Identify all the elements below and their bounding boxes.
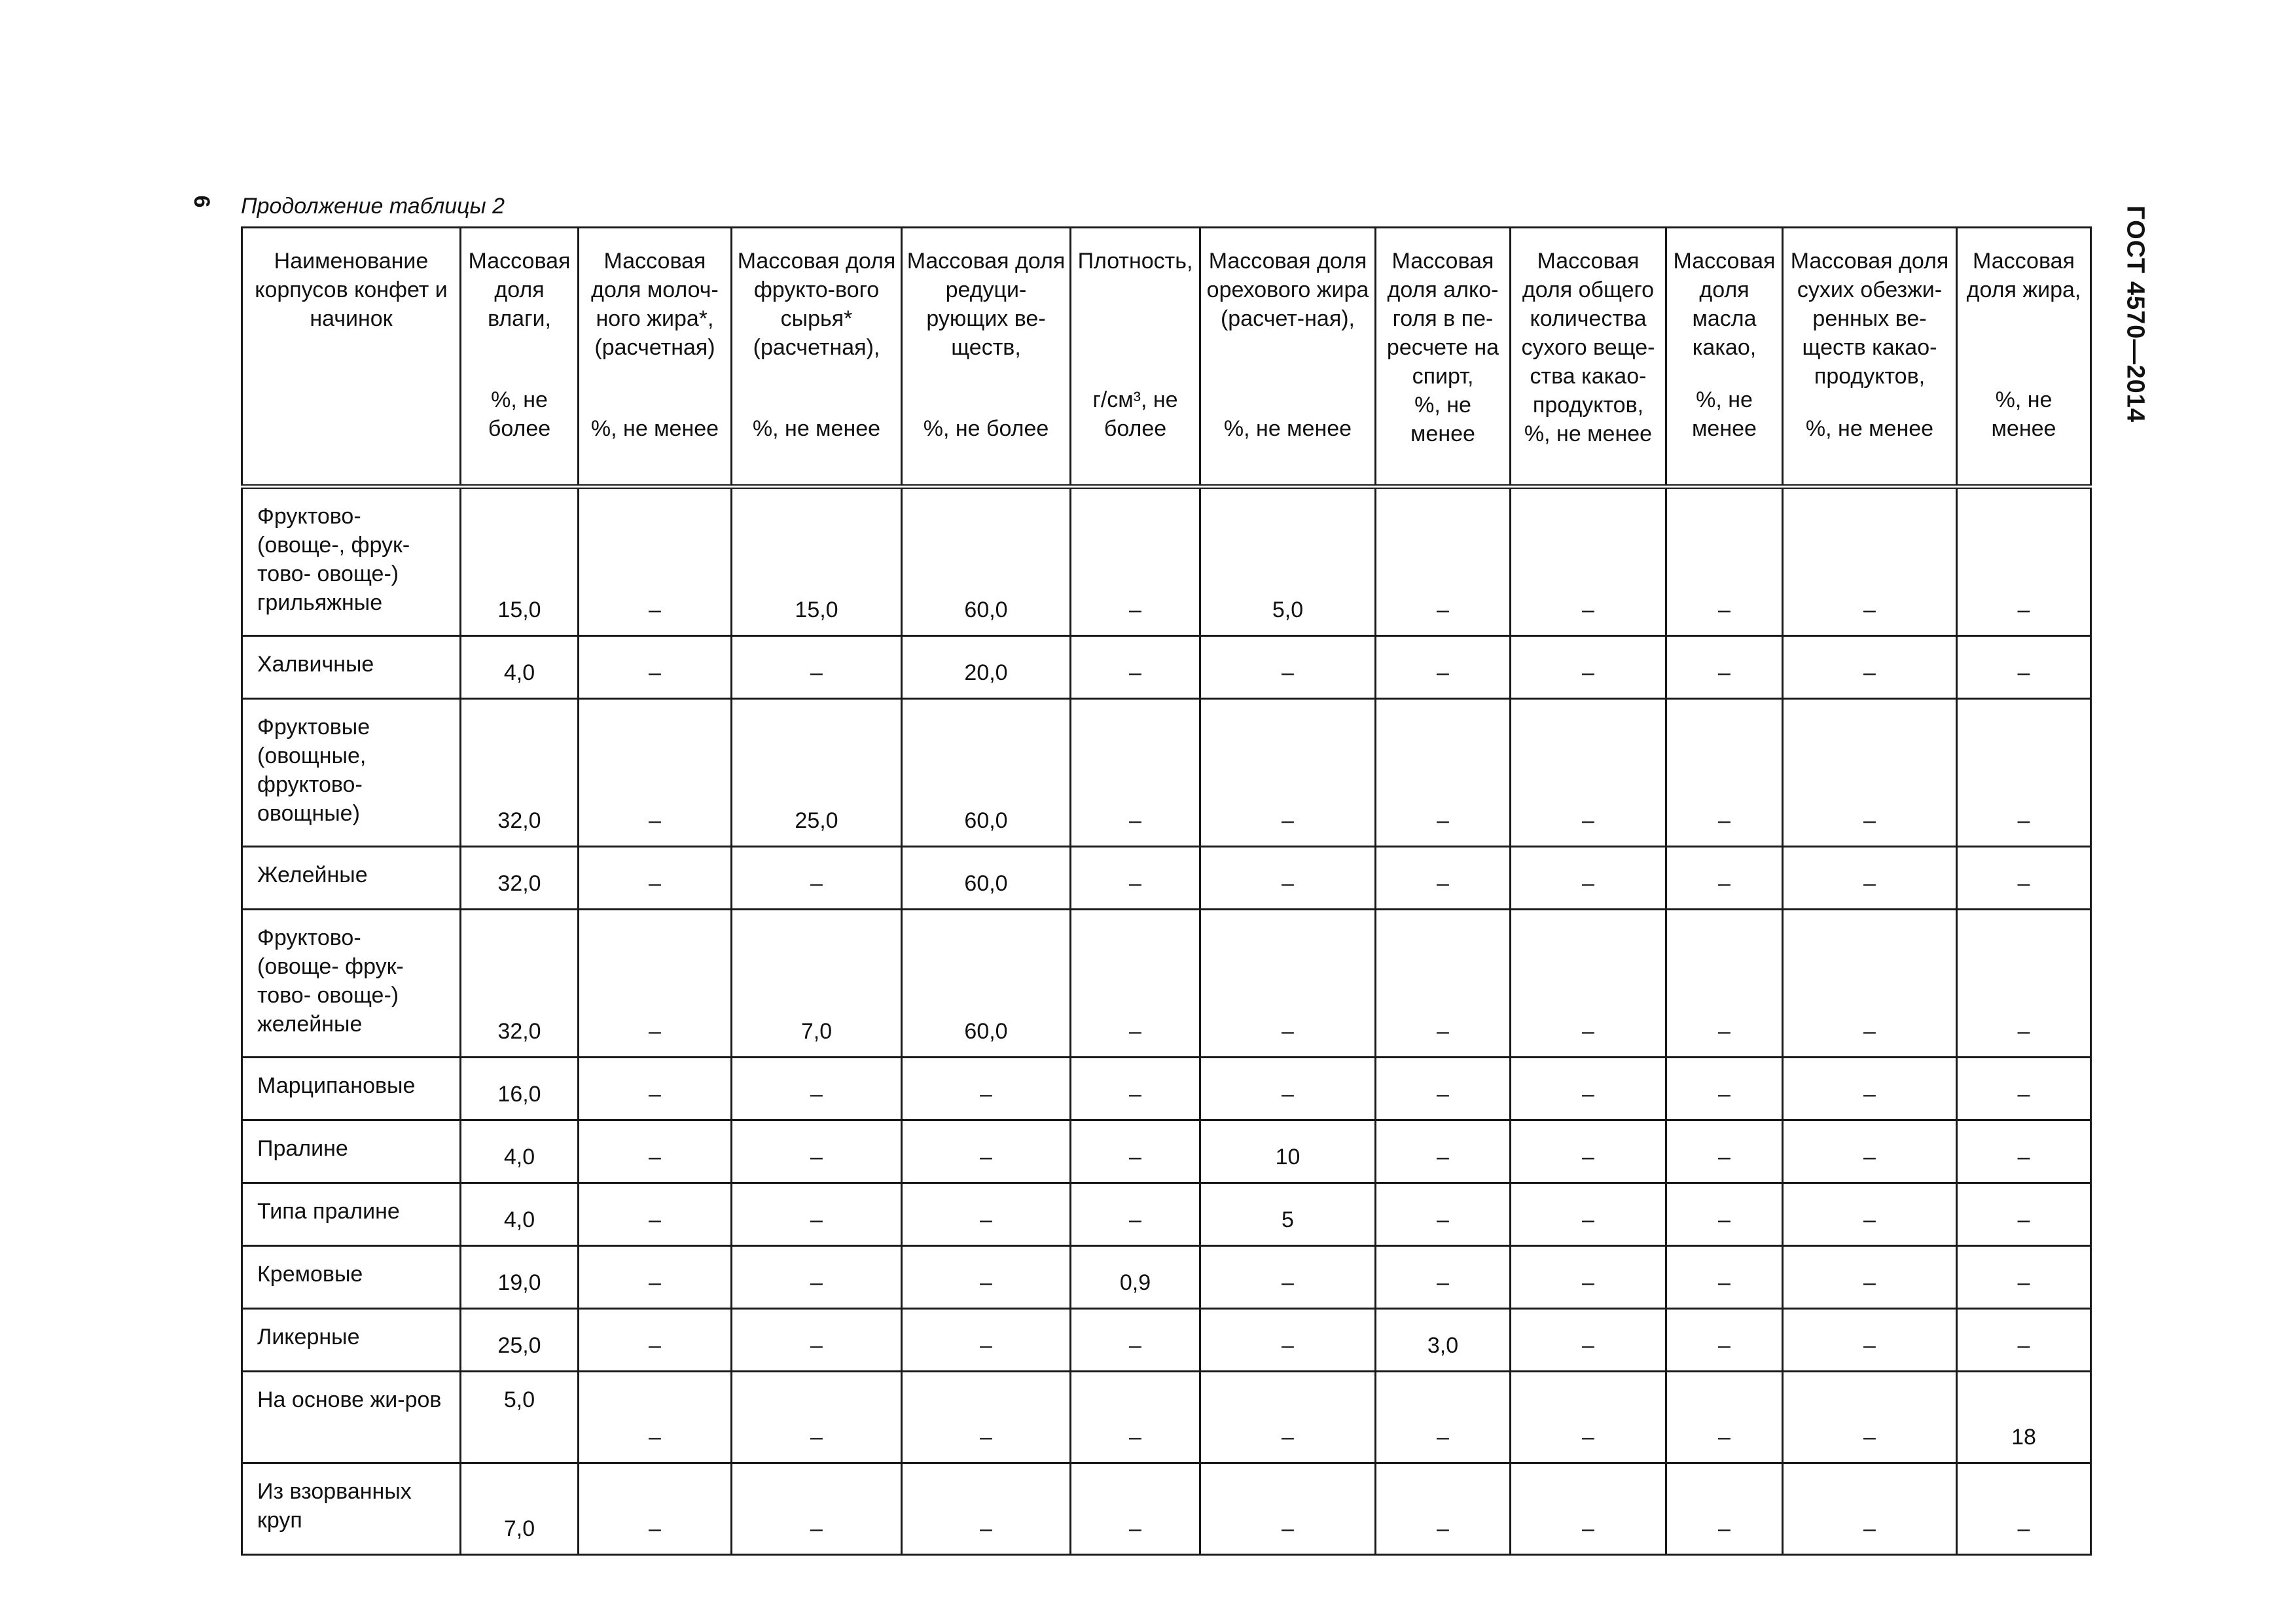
value-cell: 7,0 <box>732 910 902 1058</box>
row-name-cell: Халвичные <box>242 636 461 699</box>
row-name-cell: Желейные <box>242 847 461 910</box>
value-cell: – <box>1957 910 2091 1058</box>
value-cell: – <box>1511 1463 1666 1555</box>
table-row <box>242 699 2091 847</box>
row-name-cell: Из взорванных круп <box>242 1463 461 1555</box>
column-header-title: Массовая доля жира, <box>1966 249 2081 302</box>
value-cell: 25,0 <box>732 699 902 847</box>
table-row <box>242 636 2091 699</box>
value-cell: – <box>1783 1058 1957 1120</box>
value-cell: – <box>1666 636 1783 699</box>
value-cell: – <box>579 699 732 847</box>
value-cell: – <box>579 636 732 699</box>
value-cell: – <box>1071 1372 1200 1463</box>
column-header-unit: %, не менее <box>1805 416 1934 441</box>
row-name-cell: Типа пралине <box>242 1183 461 1246</box>
row-name-cell: Фруктовые (овощные, фруктово-овощные) <box>242 699 461 847</box>
value-cell: – <box>1511 1183 1666 1246</box>
column-header-title: Массовая доля редуци-рующих ве-ществ, <box>906 249 1066 360</box>
value-cell: – <box>1511 1372 1666 1463</box>
value-cell: – <box>732 847 902 910</box>
value-cell: – <box>1666 1463 1783 1555</box>
value-cell: – <box>1376 847 1511 910</box>
value-cell: – <box>1783 847 1957 910</box>
value-cell: 4,0 <box>461 636 579 699</box>
value-cell: – <box>732 1372 902 1463</box>
page-number: 6 <box>189 195 215 208</box>
column-header-unit: %, не менее <box>1410 393 1475 446</box>
value-cell: 16,0 <box>461 1058 579 1120</box>
column-header <box>1666 228 1783 487</box>
value-cell: – <box>1957 1120 2091 1183</box>
value-cell: – <box>1783 487 1957 636</box>
value-cell: – <box>1376 910 1511 1058</box>
value-cell: – <box>732 1120 902 1183</box>
value-cell: – <box>902 1246 1071 1309</box>
value-cell: 60,0 <box>902 699 1071 847</box>
value-cell: – <box>1783 1183 1957 1246</box>
value-cell: – <box>1071 1183 1200 1246</box>
value-cell: – <box>1376 699 1511 847</box>
value-cell: – <box>1957 636 2091 699</box>
value-cell: – <box>579 1058 732 1120</box>
column-header-title: Массовая доля общего количества сухого веще-ства какао-продуктов, <box>1521 249 1655 418</box>
table-header <box>242 228 2091 487</box>
column-header-unit: %, не менее <box>1524 421 1653 446</box>
column-header <box>1200 228 1376 487</box>
value-cell: – <box>579 1183 732 1246</box>
value-cell: 5 <box>1200 1183 1376 1246</box>
value-cell: 32,0 <box>461 847 579 910</box>
value-cell: – <box>1957 1183 2091 1246</box>
value-cell: – <box>1511 1246 1666 1309</box>
value-cell: – <box>1376 1058 1511 1120</box>
value-cell: – <box>1511 699 1666 847</box>
table-row <box>242 487 2091 636</box>
value-cell: – <box>1783 1372 1957 1463</box>
value-cell: 4,0 <box>461 1120 579 1183</box>
value-cell: – <box>1376 1463 1511 1555</box>
column-header-unit: %, не менее <box>752 416 881 441</box>
value-cell: – <box>1511 1058 1666 1120</box>
column-header-title: Массовая доля фрукто-вого сырья* (расчетная), <box>737 249 896 360</box>
table-row <box>242 1372 2091 1463</box>
value-cell: 15,0 <box>461 487 579 636</box>
data-table <box>241 226 2092 1556</box>
column-header <box>242 228 461 487</box>
row-name-cell: Ликерные <box>242 1309 461 1372</box>
table-row <box>242 910 2091 1058</box>
value-cell: – <box>1071 1463 1200 1555</box>
header-row <box>242 228 2091 487</box>
value-cell: – <box>1200 699 1376 847</box>
value-cell: – <box>1783 1120 1957 1183</box>
value-cell: – <box>579 847 732 910</box>
value-cell: – <box>732 1058 902 1120</box>
value-cell: – <box>1666 487 1783 636</box>
table-row <box>242 847 2091 910</box>
value-cell: – <box>732 1309 902 1372</box>
value-cell: 5,0 <box>1200 487 1376 636</box>
value-cell: 32,0 <box>461 910 579 1058</box>
value-cell: – <box>1511 1309 1666 1372</box>
value-cell: – <box>1783 1309 1957 1372</box>
value-cell: – <box>1783 910 1957 1058</box>
value-cell: – <box>579 1120 732 1183</box>
row-name-cell: Фруктово- (овоще- фрук-тово- овоще-) желейные <box>242 910 461 1058</box>
value-cell: – <box>1376 1246 1511 1309</box>
value-cell: – <box>1376 1372 1511 1463</box>
value-cell: – <box>1071 1120 1200 1183</box>
value-cell: – <box>902 1183 1071 1246</box>
column-header <box>902 228 1071 487</box>
value-cell: 60,0 <box>902 847 1071 910</box>
value-cell: 10 <box>1200 1120 1376 1183</box>
value-cell: – <box>902 1120 1071 1183</box>
column-header <box>1511 228 1666 487</box>
value-cell: – <box>1071 910 1200 1058</box>
table-row <box>242 1463 2091 1555</box>
value-cell: – <box>1200 1309 1376 1372</box>
column-header <box>1376 228 1511 487</box>
value-cell: 5,0 <box>461 1372 579 1463</box>
value-cell: 18 <box>1957 1372 2091 1463</box>
value-cell: 19,0 <box>461 1246 579 1309</box>
value-cell: 25,0 <box>461 1309 579 1372</box>
value-cell: – <box>579 910 732 1058</box>
row-name-cell: Марципановые <box>242 1058 461 1120</box>
column-header-unit: %, не более <box>488 387 551 441</box>
value-cell: 32,0 <box>461 699 579 847</box>
value-cell: – <box>1071 1058 1200 1120</box>
value-cell: – <box>732 1463 902 1555</box>
value-cell: – <box>1376 636 1511 699</box>
column-header-title: Массовая доля масла какао, <box>1673 249 1776 360</box>
value-cell: – <box>1071 636 1200 699</box>
value-cell: – <box>579 1463 732 1555</box>
value-cell: – <box>902 1309 1071 1372</box>
value-cell: – <box>1957 1463 2091 1555</box>
value-cell: – <box>1511 1120 1666 1183</box>
column-header-unit: %, не менее <box>590 416 719 441</box>
value-cell: – <box>1666 1246 1783 1309</box>
column-header <box>732 228 902 487</box>
value-cell: – <box>1957 487 2091 636</box>
value-cell: – <box>732 636 902 699</box>
value-cell: – <box>1783 1246 1957 1309</box>
value-cell: – <box>1071 487 1200 636</box>
table-caption: Продолжение таблицы 2 <box>241 194 505 219</box>
value-cell: – <box>1666 1058 1783 1120</box>
column-header <box>579 228 732 487</box>
document-code-label: ГОСТ 4570—2014 <box>2121 205 2149 423</box>
column-header <box>1071 228 1200 487</box>
value-cell: 7,0 <box>461 1463 579 1555</box>
column-header-unit: %, не более <box>923 416 1049 441</box>
column-header-title: Массовая доля алко-голя в пе-ресчете на спирт, <box>1386 249 1499 389</box>
column-header-title: Массовая доля молоч-ного жира*, (расчетная) <box>591 249 719 360</box>
value-cell: – <box>1200 1246 1376 1309</box>
value-cell: – <box>902 1058 1071 1120</box>
column-header-title: Плотность, <box>1077 249 1193 274</box>
value-cell: – <box>1511 487 1666 636</box>
value-cell: – <box>1376 487 1511 636</box>
value-cell: – <box>1666 1120 1783 1183</box>
column-header-title: Наименование корпусов конфет и начинок <box>255 249 448 331</box>
value-cell: – <box>902 1463 1071 1555</box>
value-cell: 0,9 <box>1071 1246 1200 1309</box>
value-cell: – <box>1666 1309 1783 1372</box>
column-header <box>461 228 579 487</box>
value-cell: – <box>1071 847 1200 910</box>
row-name-cell: Кремовые <box>242 1246 461 1309</box>
table-row <box>242 1120 2091 1183</box>
value-cell: – <box>1511 847 1666 910</box>
value-cell: 60,0 <box>902 910 1071 1058</box>
value-cell: – <box>1200 1463 1376 1555</box>
value-cell: – <box>1666 847 1783 910</box>
value-cell: – <box>1783 1463 1957 1555</box>
value-cell: – <box>1200 847 1376 910</box>
value-cell: – <box>1957 699 2091 847</box>
value-cell: – <box>1071 1309 1200 1372</box>
column-header-unit: %, не менее <box>1223 416 1352 441</box>
value-cell: – <box>1666 910 1783 1058</box>
value-cell: – <box>1376 1120 1511 1183</box>
row-name-cell: Пралине <box>242 1120 461 1183</box>
table-body <box>242 487 2091 1555</box>
value-cell: 4,0 <box>461 1183 579 1246</box>
value-cell: – <box>579 487 732 636</box>
value-cell: – <box>1376 1183 1511 1246</box>
column-header-unit: %, не менее <box>1991 387 2056 441</box>
value-cell: – <box>732 1183 902 1246</box>
value-cell: – <box>1511 910 1666 1058</box>
value-cell: – <box>1957 1309 2091 1372</box>
value-cell: 15,0 <box>732 487 902 636</box>
value-cell: – <box>1511 636 1666 699</box>
row-name-cell: На основе жи-ров <box>242 1372 461 1463</box>
table-row <box>242 1309 2091 1372</box>
value-cell: – <box>1957 1058 2091 1120</box>
value-cell: 60,0 <box>902 487 1071 636</box>
value-cell: – <box>1200 1372 1376 1463</box>
column-header-unit: %, не менее <box>1692 387 1757 441</box>
row-name-cell: Фруктово- (овоще-, фрук-тово- овоще-) грильяжные <box>242 487 461 636</box>
column-header <box>1783 228 1957 487</box>
value-cell: – <box>1200 1058 1376 1120</box>
column-header-title: Массовая доля орехового жира (расчет-ная), <box>1206 249 1369 331</box>
value-cell: – <box>1666 1372 1783 1463</box>
value-cell: – <box>1200 636 1376 699</box>
column-header <box>1957 228 2091 487</box>
table-row <box>242 1058 2091 1120</box>
value-cell: – <box>1071 699 1200 847</box>
value-cell: – <box>902 1372 1071 1463</box>
value-cell: – <box>1957 847 2091 910</box>
value-cell: – <box>579 1246 732 1309</box>
value-cell: – <box>1783 699 1957 847</box>
table-row <box>242 1246 2091 1309</box>
table-row <box>242 1183 2091 1246</box>
column-header-title: Массовая доля влаги, <box>468 249 571 331</box>
value-cell: – <box>1666 699 1783 847</box>
column-header-unit: г/см³, не более <box>1092 387 1178 441</box>
value-cell: – <box>1957 1246 2091 1309</box>
value-cell: – <box>579 1309 732 1372</box>
value-cell: – <box>1666 1183 1783 1246</box>
value-cell: 3,0 <box>1376 1309 1511 1372</box>
value-cell: – <box>732 1246 902 1309</box>
value-cell: – <box>1783 636 1957 699</box>
value-cell: 20,0 <box>902 636 1071 699</box>
value-cell: – <box>579 1372 732 1463</box>
document-code <box>2119 190 2151 438</box>
value-cell: – <box>1200 910 1376 1058</box>
column-header-title: Массовая доля сухих обезжи-ренных ве-ществ какао-продуктов, <box>1790 249 1949 389</box>
